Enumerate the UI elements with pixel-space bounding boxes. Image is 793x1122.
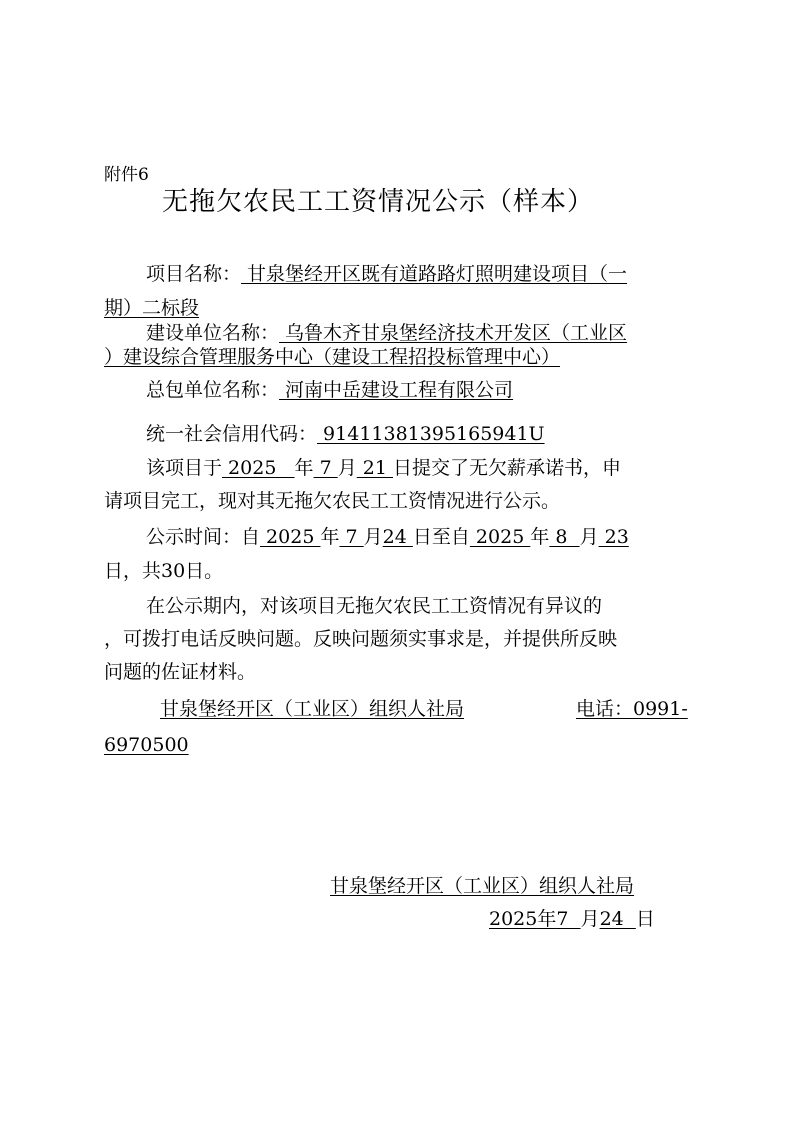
month-unit: 月 xyxy=(579,526,599,548)
project-name-line1 xyxy=(146,262,627,286)
period-to: 日至自 xyxy=(412,526,470,548)
commitment-line1 xyxy=(146,456,621,480)
period-start-month: 7 xyxy=(339,526,364,548)
period-end-month: 8 xyxy=(549,526,580,548)
credit-code-line xyxy=(146,422,545,446)
year-unit: 年 xyxy=(530,526,550,548)
page-title: 无拖欠农民工工资情况公示（样本） xyxy=(162,187,595,217)
annex-label: 附件6 xyxy=(104,165,149,185)
contact-phone: 电话：0991- xyxy=(576,698,688,720)
builder-line1 xyxy=(146,321,627,345)
year-unit: 年 xyxy=(320,526,340,548)
period-end-day: 23 xyxy=(598,526,629,548)
period-label: 公示时间：自 xyxy=(146,526,261,548)
commitment-line2: 请项目完工，现对其无拖欠农民工工资情况进行公示。 xyxy=(104,490,561,512)
contractor-name: 河南中岳建设工程有限公司 xyxy=(279,379,514,401)
signature-org: 甘泉堡经开区（工业区）组织人社局 xyxy=(330,875,635,897)
period-line1 xyxy=(146,525,629,549)
month-unit: 月 xyxy=(363,526,383,548)
signature-date xyxy=(489,907,655,931)
commitment-text: 该项目于 xyxy=(146,457,223,479)
credit-code-label: 统一社会信用代码： xyxy=(146,423,318,445)
signature-day-unit: 日 xyxy=(635,908,655,930)
period-start-day: 24 xyxy=(382,526,413,548)
month-unit: 月 xyxy=(337,457,357,479)
signature-day: 24 xyxy=(599,908,636,930)
objection-line2: ，可拨打电话反映问题。反映问题须实事求是，并提供所反映 xyxy=(104,628,618,650)
period-start-year: 2025 xyxy=(260,526,321,548)
objection-line3: 问题的佐证材料。 xyxy=(104,661,257,683)
contractor-label: 总包单位名称： xyxy=(146,379,280,401)
commitment-text-tail: 日提交了无欠薪承诺书，申 xyxy=(393,457,622,479)
builder-label: 建设单位名称： xyxy=(146,322,280,344)
period-line2: 日，共30日。 xyxy=(104,560,224,582)
credit-code-value: 91411381395165941U xyxy=(317,423,545,445)
signature-year: 2025 xyxy=(489,908,538,930)
contact-phone-line2: 6970500 xyxy=(104,734,189,756)
project-label: 项目名称： xyxy=(146,263,242,285)
objection-line1: 在公示期内，对该项目无拖欠农民工工资情况有异议的 xyxy=(146,595,603,617)
commitment-day: 21 xyxy=(356,457,393,479)
year-unit: 年 xyxy=(294,457,314,479)
period-end-year: 2025 xyxy=(469,526,531,548)
builder-name-line2: ）建设综合管理服务中心（建设工程招投标管理中心） xyxy=(104,346,561,368)
contractor-line xyxy=(146,378,513,402)
contact-org: 甘泉堡经开区（工业区）组织人社局 xyxy=(160,698,465,720)
signature-month-unit: 月 xyxy=(580,908,600,930)
signature-month: 7 xyxy=(556,908,581,930)
commitment-month: 7 xyxy=(313,457,338,479)
signature-year-unit: 年 xyxy=(537,908,557,930)
project-name-line2: 期）二标段 xyxy=(104,297,200,319)
builder-name: 乌鲁木齐甘泉堡经济技术开发区（工业区 xyxy=(279,322,628,344)
project-name: 甘泉堡经开区既有道路路灯照明建设项目（一 xyxy=(241,263,628,285)
commitment-year: 2025 xyxy=(222,457,295,479)
